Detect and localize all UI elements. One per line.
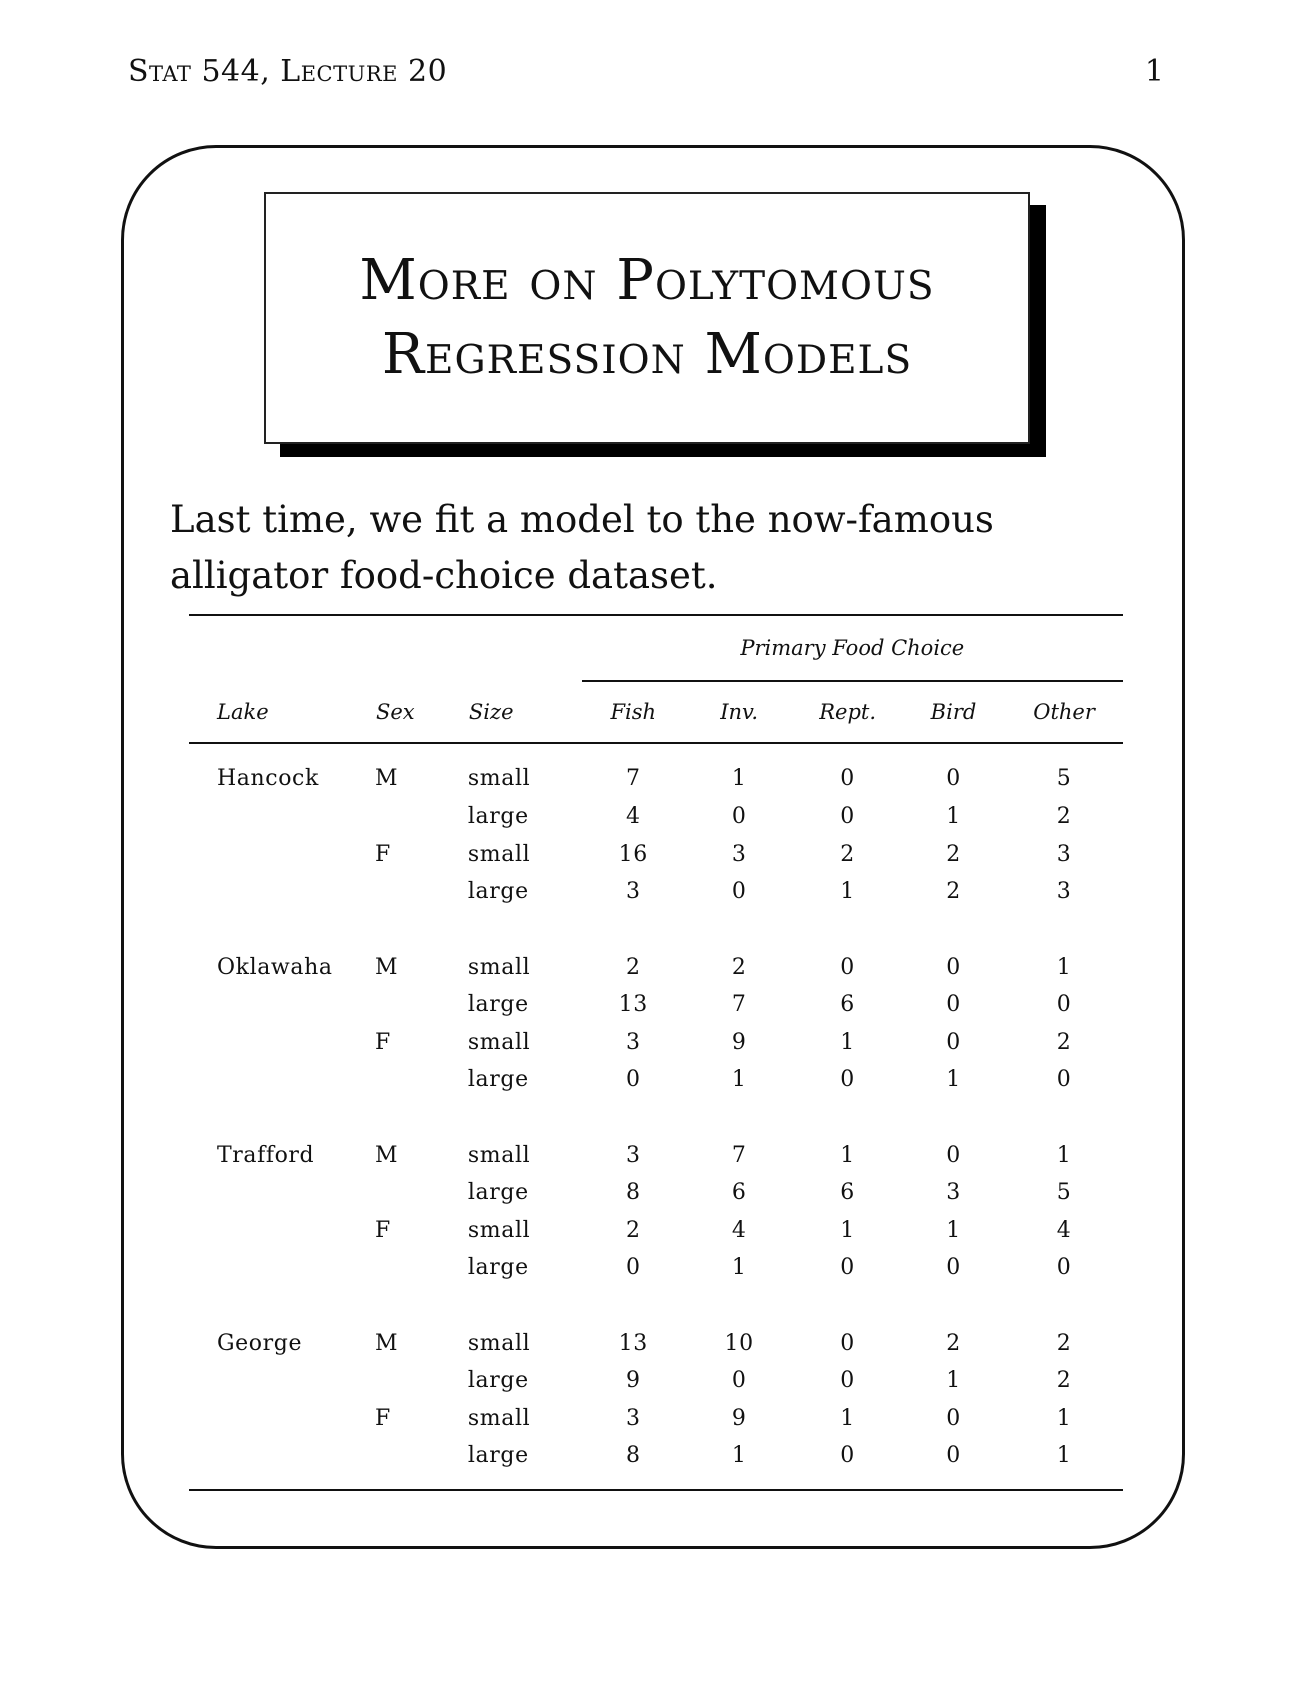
- cell-other: 1: [1056, 954, 1072, 980]
- cell-bird: 0: [946, 1029, 961, 1055]
- cell-lake: [189, 1362, 375, 1400]
- cell-inv: 1: [731, 1255, 747, 1281]
- cell-rept: 0: [840, 1443, 855, 1469]
- cell-bird: 0: [946, 1443, 961, 1469]
- cell-inv: 10: [724, 1330, 754, 1356]
- cell-sex: [375, 1061, 468, 1099]
- cell-fish: 2: [625, 954, 641, 980]
- cell-sex: M: [374, 1142, 399, 1168]
- cell-size: small: [467, 1217, 531, 1243]
- cell-other: 3: [1056, 841, 1072, 867]
- cell-bird: 1: [946, 1368, 961, 1394]
- table-row: [189, 1362, 1123, 1400]
- cell-fish: 8: [625, 1180, 641, 1206]
- table-row: [189, 949, 1123, 987]
- cell-rept: 1: [840, 1217, 855, 1243]
- group-spacer-row: [189, 1099, 1123, 1137]
- cell-inv: 9: [731, 1405, 747, 1431]
- table-row: [189, 1437, 1123, 1490]
- cell-size: large: [467, 1443, 529, 1469]
- column-header-rept: Rept.: [819, 700, 876, 724]
- cell-fish: 9: [625, 1368, 641, 1394]
- table-row: [189, 986, 1123, 1024]
- cell-sex: F: [374, 1217, 391, 1243]
- cell-inv: 0: [731, 879, 747, 905]
- column-header-bird: Bird: [930, 700, 977, 724]
- cell-rept: 1: [840, 1142, 855, 1168]
- cell-other: 0: [1056, 1067, 1072, 1093]
- cell-lake: [189, 986, 375, 1024]
- cell-sex: [375, 1437, 468, 1490]
- table-row: [189, 1137, 1123, 1175]
- cell-rept: 0: [840, 804, 855, 830]
- group-spacer-row: [189, 1287, 1123, 1325]
- cell-fish: 7: [625, 765, 641, 791]
- cell-bird: 2: [946, 841, 961, 867]
- cell-inv: 0: [731, 804, 747, 830]
- cell-rept: 0: [840, 1330, 855, 1356]
- cell-inv: 4: [731, 1217, 747, 1243]
- cell-size: large: [467, 1255, 529, 1281]
- cell-bird: 1: [946, 1217, 961, 1243]
- cell-size: large: [467, 992, 529, 1018]
- cell-rept: 1: [840, 879, 855, 905]
- cell-fish: 0: [625, 1067, 641, 1093]
- cell-other: 2: [1056, 1368, 1072, 1394]
- cell-lake: [189, 836, 375, 874]
- cell-other: 5: [1056, 765, 1072, 791]
- table-row: [189, 1174, 1123, 1212]
- title-box: [264, 192, 1030, 444]
- table-row: [189, 1061, 1123, 1099]
- cell-sex: M: [374, 765, 399, 791]
- cell-sex: M: [374, 954, 399, 980]
- cell-size: small: [467, 954, 531, 980]
- cell-bird: 3: [946, 1180, 961, 1206]
- cell-inv: 1: [731, 765, 747, 791]
- cell-fish: 3: [625, 879, 641, 905]
- cell-other: 3: [1056, 879, 1072, 905]
- cell-other: 5: [1056, 1180, 1072, 1206]
- page-number: 1: [1144, 54, 1164, 89]
- cell-size: small: [467, 765, 531, 791]
- cell-bird: 0: [946, 765, 961, 791]
- table-row: [189, 798, 1123, 836]
- cell-bird: 2: [946, 879, 961, 905]
- cell-size: large: [467, 1067, 529, 1093]
- table-row: [189, 1400, 1123, 1438]
- cell-lake: [189, 798, 375, 836]
- cell-rept: 0: [840, 1368, 855, 1394]
- cell-fish: 13: [618, 1330, 648, 1356]
- group-label-primary-food-choice: Primary Food Choice: [582, 615, 1123, 681]
- cell-inv: 3: [731, 841, 747, 867]
- cell-inv: 1: [731, 1067, 747, 1093]
- table-column-header-row: [189, 681, 1123, 743]
- cell-rept: 0: [840, 765, 855, 791]
- cell-lake: George: [217, 1330, 303, 1356]
- cell-lake: [189, 873, 375, 911]
- cell-fish: 16: [618, 841, 648, 867]
- cell-bird: 0: [946, 954, 961, 980]
- cell-bird: 2: [946, 1330, 961, 1356]
- cell-rept: 2: [840, 841, 855, 867]
- cell-rept: 0: [840, 1255, 855, 1281]
- cell-other: 1: [1056, 1142, 1072, 1168]
- table-group-header-row: [189, 615, 1123, 681]
- cell-fish: 8: [625, 1443, 641, 1469]
- cell-inv: 7: [731, 1142, 747, 1168]
- cell-rept: 1: [840, 1029, 855, 1055]
- cell-fish: 2: [625, 1217, 641, 1243]
- cell-lake: Oklawaha: [217, 954, 333, 980]
- cell-rept: 0: [840, 1067, 855, 1093]
- cell-bird: 0: [946, 1405, 961, 1431]
- column-header-sex: Sex: [375, 699, 415, 724]
- cell-bird: 1: [946, 804, 961, 830]
- cell-inv: 2: [731, 954, 747, 980]
- cell-size: large: [467, 804, 529, 830]
- cell-sex: [375, 1174, 468, 1212]
- cell-lake: [189, 1400, 375, 1438]
- cell-size: large: [467, 1368, 529, 1394]
- cell-size: small: [467, 1029, 531, 1055]
- cell-other: 2: [1056, 1330, 1072, 1356]
- table-row: [189, 1325, 1123, 1363]
- table-row: [189, 873, 1123, 911]
- cell-fish: 0: [625, 1255, 641, 1281]
- cell-sex: [375, 1362, 468, 1400]
- cell-inv: 0: [731, 1368, 747, 1394]
- cell-inv: 1: [731, 1443, 747, 1469]
- column-header-size: Size: [468, 699, 514, 724]
- cell-rept: 0: [840, 954, 855, 980]
- group-spacer-row: [189, 911, 1123, 949]
- table-row: [189, 743, 1123, 798]
- cell-lake: Hancock: [217, 765, 319, 791]
- column-header-other: Other: [1033, 700, 1095, 724]
- cell-other: 0: [1056, 992, 1072, 1018]
- cell-other: 2: [1056, 1029, 1072, 1055]
- column-header-lake: Lake: [217, 699, 269, 724]
- table-row: [189, 1212, 1123, 1250]
- cell-lake: [189, 1061, 375, 1099]
- cell-inv: 7: [731, 992, 747, 1018]
- cell-other: 1: [1056, 1443, 1072, 1469]
- cell-rept: 6: [840, 1180, 855, 1206]
- cell-other: 2: [1056, 804, 1072, 830]
- table-row: [189, 1249, 1123, 1287]
- cell-size: large: [467, 879, 529, 905]
- cell-lake: Trafford: [217, 1142, 315, 1168]
- running-head: Stat 544, Lecture 20: [128, 54, 448, 89]
- cell-inv: 6: [731, 1180, 747, 1206]
- cell-sex: [375, 798, 468, 836]
- cell-bird: 0: [946, 1255, 961, 1281]
- cell-rept: 6: [840, 992, 855, 1018]
- cell-lake: [189, 1024, 375, 1062]
- cell-lake: [189, 1437, 375, 1490]
- cell-size: small: [467, 1330, 531, 1356]
- cell-sex: F: [374, 1029, 391, 1055]
- cell-other: 1: [1056, 1405, 1072, 1431]
- cell-inv: 9: [731, 1029, 747, 1055]
- cell-sex: F: [374, 1405, 391, 1431]
- column-header-inv: Inv.: [720, 700, 759, 724]
- cell-size: small: [467, 841, 531, 867]
- alligator-food-choice-table: [189, 614, 1123, 1491]
- cell-fish: 13: [618, 992, 648, 1018]
- cell-sex: [375, 873, 468, 911]
- title-line-1: More on Polytomous: [359, 248, 935, 313]
- cell-fish: 3: [625, 1405, 641, 1431]
- table-row: [189, 836, 1123, 874]
- title-line-2: Regression Models: [381, 322, 913, 387]
- table-body: [189, 743, 1123, 1490]
- cell-size: large: [467, 1180, 529, 1206]
- cell-sex: [375, 1249, 468, 1287]
- cell-sex: [375, 986, 468, 1024]
- cell-lake: [189, 1174, 375, 1212]
- cell-sex: F: [374, 841, 391, 867]
- cell-lake: [189, 1249, 375, 1287]
- cell-bird: 1: [946, 1067, 961, 1093]
- cell-fish: 3: [625, 1029, 641, 1055]
- cell-other: 4: [1056, 1217, 1072, 1243]
- cell-size: small: [467, 1142, 531, 1168]
- cell-size: small: [467, 1405, 531, 1431]
- cell-sex: M: [374, 1330, 399, 1356]
- cell-bird: 0: [946, 1142, 961, 1168]
- cell-lake: [189, 1212, 375, 1250]
- cell-other: 0: [1056, 1255, 1072, 1281]
- cell-fish: 4: [625, 804, 641, 830]
- intro-paragraph: Last time, we fit a model to the now-famous alligator food-choice dataset.: [170, 498, 994, 597]
- cell-fish: 3: [625, 1142, 641, 1168]
- table-row: [189, 1024, 1123, 1062]
- column-header-fish: Fish: [610, 700, 657, 724]
- cell-bird: 0: [946, 992, 961, 1018]
- cell-rept: 1: [840, 1405, 855, 1431]
